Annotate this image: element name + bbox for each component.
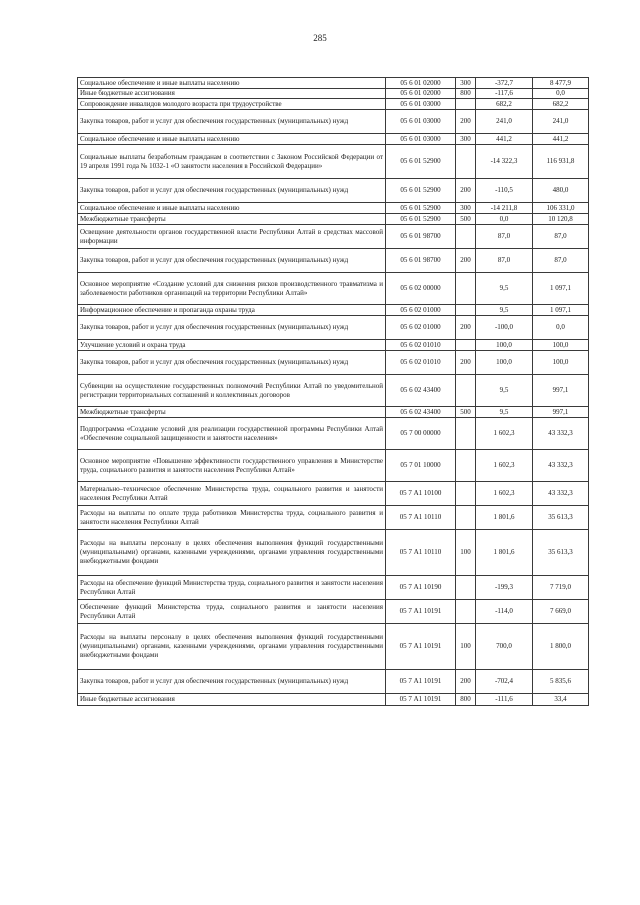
row-total-amount: 43 332,3	[533, 482, 589, 506]
row-expense-type-code: 200	[456, 316, 476, 340]
row-target-code: 05 6 01 52900	[386, 145, 456, 179]
table-row	[78, 375, 589, 407]
row-description: Социальное обеспечение и иные выплаты населению	[78, 134, 386, 145]
row-total-amount: 0,0	[533, 89, 589, 99]
row-description: Закупка товаров, работ и услуг для обеспечения государственных (муниципальных) нужд	[78, 179, 386, 203]
row-change-amount: 9,5	[476, 375, 533, 407]
row-total-amount: 35 613,3	[533, 530, 589, 576]
row-total-amount: 87,0	[533, 249, 589, 273]
row-target-code: 05 6 02 01000	[386, 316, 456, 340]
row-expense-type-code	[456, 450, 476, 482]
table-row	[78, 145, 589, 179]
row-expense-type-code	[456, 145, 476, 179]
row-total-amount: 100,0	[533, 340, 589, 351]
row-change-amount: 9,5	[476, 305, 533, 316]
row-description: Закупка товаров, работ и услуг для обеспечения государственных (муниципальных) нужд	[78, 351, 386, 375]
row-expense-type-code	[456, 576, 476, 600]
row-expense-type-code	[456, 418, 476, 450]
row-change-amount: -111,6	[476, 694, 533, 706]
row-change-amount: 87,0	[476, 225, 533, 249]
row-expense-type-code	[456, 482, 476, 506]
row-total-amount: 5 835,6	[533, 670, 589, 694]
table-row	[78, 506, 589, 530]
row-description: Освещение деятельности органов государственной власти Республики Алтай в средствах массовой информации	[78, 225, 386, 249]
row-expense-type-code	[456, 375, 476, 407]
row-expense-type-code	[456, 225, 476, 249]
row-target-code: 05 6 02 01010	[386, 340, 456, 351]
row-target-code: 05 7 00 00000	[386, 418, 456, 450]
row-total-amount: 43 332,3	[533, 450, 589, 482]
table-row	[78, 482, 589, 506]
row-expense-type-code	[456, 506, 476, 530]
row-target-code: 05 6 02 43400	[386, 375, 456, 407]
row-expense-type-code: 200	[456, 249, 476, 273]
row-expense-type-code: 300	[456, 203, 476, 214]
row-target-code: 05 6 01 52900	[386, 203, 456, 214]
row-change-amount: -14 211,8	[476, 203, 533, 214]
row-expense-type-code: 200	[456, 351, 476, 375]
row-change-amount: -110,5	[476, 179, 533, 203]
row-description: Закупка товаров, работ и услуг для обеспечения государственных (муниципальных) нужд	[78, 110, 386, 134]
table-row	[78, 89, 589, 99]
row-total-amount: 87,0	[533, 225, 589, 249]
table-row	[78, 225, 589, 249]
row-description: Расходы на обеспечение функций Министерства труда, социального развития и занятости населения Республики Алтай	[78, 576, 386, 600]
row-description: Подпрограмма «Создание условий для реализации государственной программы Республики Алтай «Обеспечение социальной защищенности и занятости населения»	[78, 418, 386, 450]
row-target-code: 05 7 А1 10110	[386, 530, 456, 576]
row-description: Расходы на выплаты по оплате труда работников Министерства труда, социального развития и занятости населения Республики Алтай	[78, 506, 386, 530]
row-total-amount: 43 332,3	[533, 418, 589, 450]
row-expense-type-code: 200	[456, 179, 476, 203]
row-description: Расходы на выплаты персоналу в целях обеспечения выполнения функций государственными (муниципальными) органами, казенными учреждениями, органами управления государственными внебюджетными фондами	[78, 530, 386, 576]
row-target-code: 05 6 01 03000	[386, 110, 456, 134]
table-row	[78, 316, 589, 340]
row-change-amount: 9,5	[476, 273, 533, 305]
row-description: Социальное обеспечение и иные выплаты населению	[78, 203, 386, 214]
row-expense-type-code: 800	[456, 694, 476, 706]
row-change-amount: 1 602,3	[476, 418, 533, 450]
row-expense-type-code: 300	[456, 78, 476, 89]
row-change-amount: 700,0	[476, 624, 533, 670]
row-expense-type-code	[456, 305, 476, 316]
row-expense-type-code: 500	[456, 214, 476, 225]
row-total-amount: 997,1	[533, 375, 589, 407]
table-row	[78, 249, 589, 273]
row-target-code: 05 6 01 02000	[386, 78, 456, 89]
row-total-amount: 7 669,0	[533, 600, 589, 624]
row-change-amount: -100,0	[476, 316, 533, 340]
row-expense-type-code	[456, 340, 476, 351]
row-target-code: 05 7 01 10000	[386, 450, 456, 482]
row-description: Иные бюджетные ассигнования	[78, 694, 386, 706]
table-row	[78, 576, 589, 600]
row-change-amount: 1 801,6	[476, 530, 533, 576]
row-expense-type-code: 300	[456, 134, 476, 145]
row-target-code: 05 6 01 03000	[386, 99, 456, 110]
row-description: Обеспечение функций Министерства труда, социального развития и занятости населения Республики Алтай	[78, 600, 386, 624]
row-description: Расходы на выплаты персоналу в целях обеспечения выполнения функций государственными (муниципальными) органами, казенными учреждениями, органами управления государственными внебюджетными фондами	[78, 624, 386, 670]
row-expense-type-code: 200	[456, 670, 476, 694]
row-target-code: 05 6 01 03000	[386, 134, 456, 145]
row-change-amount: 1 801,6	[476, 506, 533, 530]
table-row	[78, 340, 589, 351]
row-description: Социальное обеспечение и иные выплаты населению	[78, 78, 386, 89]
row-target-code: 05 7 А1 10191	[386, 624, 456, 670]
table-row	[78, 624, 589, 670]
table-row	[78, 418, 589, 450]
row-description: Иные бюджетные ассигнования	[78, 89, 386, 99]
row-expense-type-code: 200	[456, 110, 476, 134]
row-description: Социальные выплаты безработным гражданам в соответствии с Законом Российской Федерации от 19 апреля 1991 года № 1032-1 «О занятости населения в Российской Федерации»	[78, 145, 386, 179]
row-target-code: 05 7 А1 10190	[386, 576, 456, 600]
row-total-amount: 480,0	[533, 179, 589, 203]
row-target-code: 05 6 01 98700	[386, 249, 456, 273]
table-row	[78, 450, 589, 482]
page-number: 285	[313, 33, 327, 43]
table-row	[78, 134, 589, 145]
table-row	[78, 110, 589, 134]
row-target-code: 05 6 01 52900	[386, 179, 456, 203]
row-description: Материально–техническое обеспечение Министерства труда, социального развития и занятости населения Республики Алтай	[78, 482, 386, 506]
row-total-amount: 997,1	[533, 407, 589, 418]
budget-table	[77, 77, 589, 706]
row-change-amount: 0,0	[476, 214, 533, 225]
table-row	[78, 78, 589, 89]
row-change-amount: 1 602,3	[476, 482, 533, 506]
row-change-amount: 100,0	[476, 351, 533, 375]
table-row	[78, 670, 589, 694]
row-target-code: 05 7 А1 10100	[386, 482, 456, 506]
row-target-code: 05 7 А1 10191	[386, 670, 456, 694]
row-description: Сопровождение инвалидов молодого возраста при трудоустройстве	[78, 99, 386, 110]
row-change-amount: 87,0	[476, 249, 533, 273]
budget-table-body	[78, 78, 589, 706]
row-change-amount: -372,7	[476, 78, 533, 89]
row-target-code: 05 7 А1 10191	[386, 600, 456, 624]
row-total-amount: 682,2	[533, 99, 589, 110]
row-change-amount: 100,0	[476, 340, 533, 351]
row-total-amount: 1 097,1	[533, 305, 589, 316]
row-total-amount: 1 097,1	[533, 273, 589, 305]
table-row	[78, 351, 589, 375]
table-row	[78, 407, 589, 418]
row-total-amount: 8 477,9	[533, 78, 589, 89]
row-expense-type-code	[456, 600, 476, 624]
row-target-code: 05 6 01 52900	[386, 214, 456, 225]
table-row	[78, 600, 589, 624]
row-target-code: 05 6 01 98700	[386, 225, 456, 249]
row-total-amount: 116 931,8	[533, 145, 589, 179]
row-description: Закупка товаров, работ и услуг для обеспечения государственных (муниципальных) нужд	[78, 670, 386, 694]
row-total-amount: 7 719,0	[533, 576, 589, 600]
table-row	[78, 694, 589, 706]
row-change-amount: -199,3	[476, 576, 533, 600]
row-description: Улучшение условий и охрана труда	[78, 340, 386, 351]
row-target-code: 05 6 01 02000	[386, 89, 456, 99]
table-row	[78, 99, 589, 110]
row-description: Основное мероприятие «Повышение эффективности государственного управления в Министерстве труда, социального развития и занятости населения Республики Алтай»	[78, 450, 386, 482]
row-total-amount: 106 331,0	[533, 203, 589, 214]
row-change-amount: -702,4	[476, 670, 533, 694]
row-description: Субвенции на осуществление государственных полномочий Республики Алтай по уведомительной регистрации территориальных соглашений и коллективных договоров	[78, 375, 386, 407]
row-target-code: 05 6 02 00000	[386, 273, 456, 305]
table-row	[78, 203, 589, 214]
row-description: Закупка товаров, работ и услуг для обеспечения государственных (муниципальных) нужд	[78, 316, 386, 340]
row-expense-type-code	[456, 273, 476, 305]
row-change-amount: 9,5	[476, 407, 533, 418]
table-row	[78, 530, 589, 576]
row-expense-type-code: 100	[456, 530, 476, 576]
row-change-amount: 241,0	[476, 110, 533, 134]
row-target-code: 05 7 А1 10191	[386, 694, 456, 706]
row-total-amount: 241,0	[533, 110, 589, 134]
row-expense-type-code	[456, 99, 476, 110]
row-total-amount: 10 120,8	[533, 214, 589, 225]
row-change-amount: -117,6	[476, 89, 533, 99]
row-description: Информационное обеспечение и пропаганда охраны труда	[78, 305, 386, 316]
row-change-amount: 682,2	[476, 99, 533, 110]
row-total-amount: 35 613,3	[533, 506, 589, 530]
row-description: Закупка товаров, работ и услуг для обеспечения государственных (муниципальных) нужд	[78, 249, 386, 273]
row-total-amount: 441,2	[533, 134, 589, 145]
row-target-code: 05 7 А1 10110	[386, 506, 456, 530]
row-target-code: 05 6 02 01000	[386, 305, 456, 316]
row-total-amount: 100,0	[533, 351, 589, 375]
table-row	[78, 179, 589, 203]
row-description: Межбюджетные трансферты	[78, 407, 386, 418]
row-description: Основное мероприятие «Создание условий для снижения рисков производственного травматизма и заболеваемости работников организаций на территории Республики Алтай»	[78, 273, 386, 305]
row-change-amount: 1 602,3	[476, 450, 533, 482]
row-description: Межбюджетные трансферты	[78, 214, 386, 225]
table-row	[78, 273, 589, 305]
row-target-code: 05 6 02 43400	[386, 407, 456, 418]
row-total-amount: 33,4	[533, 694, 589, 706]
row-expense-type-code: 100	[456, 624, 476, 670]
row-change-amount: -14 322,3	[476, 145, 533, 179]
row-expense-type-code: 800	[456, 89, 476, 99]
table-row	[78, 214, 589, 225]
row-expense-type-code: 500	[456, 407, 476, 418]
row-total-amount: 1 800,0	[533, 624, 589, 670]
row-change-amount: 441,2	[476, 134, 533, 145]
row-total-amount: 0,0	[533, 316, 589, 340]
table-row	[78, 305, 589, 316]
row-target-code: 05 6 02 01010	[386, 351, 456, 375]
row-change-amount: -114,0	[476, 600, 533, 624]
